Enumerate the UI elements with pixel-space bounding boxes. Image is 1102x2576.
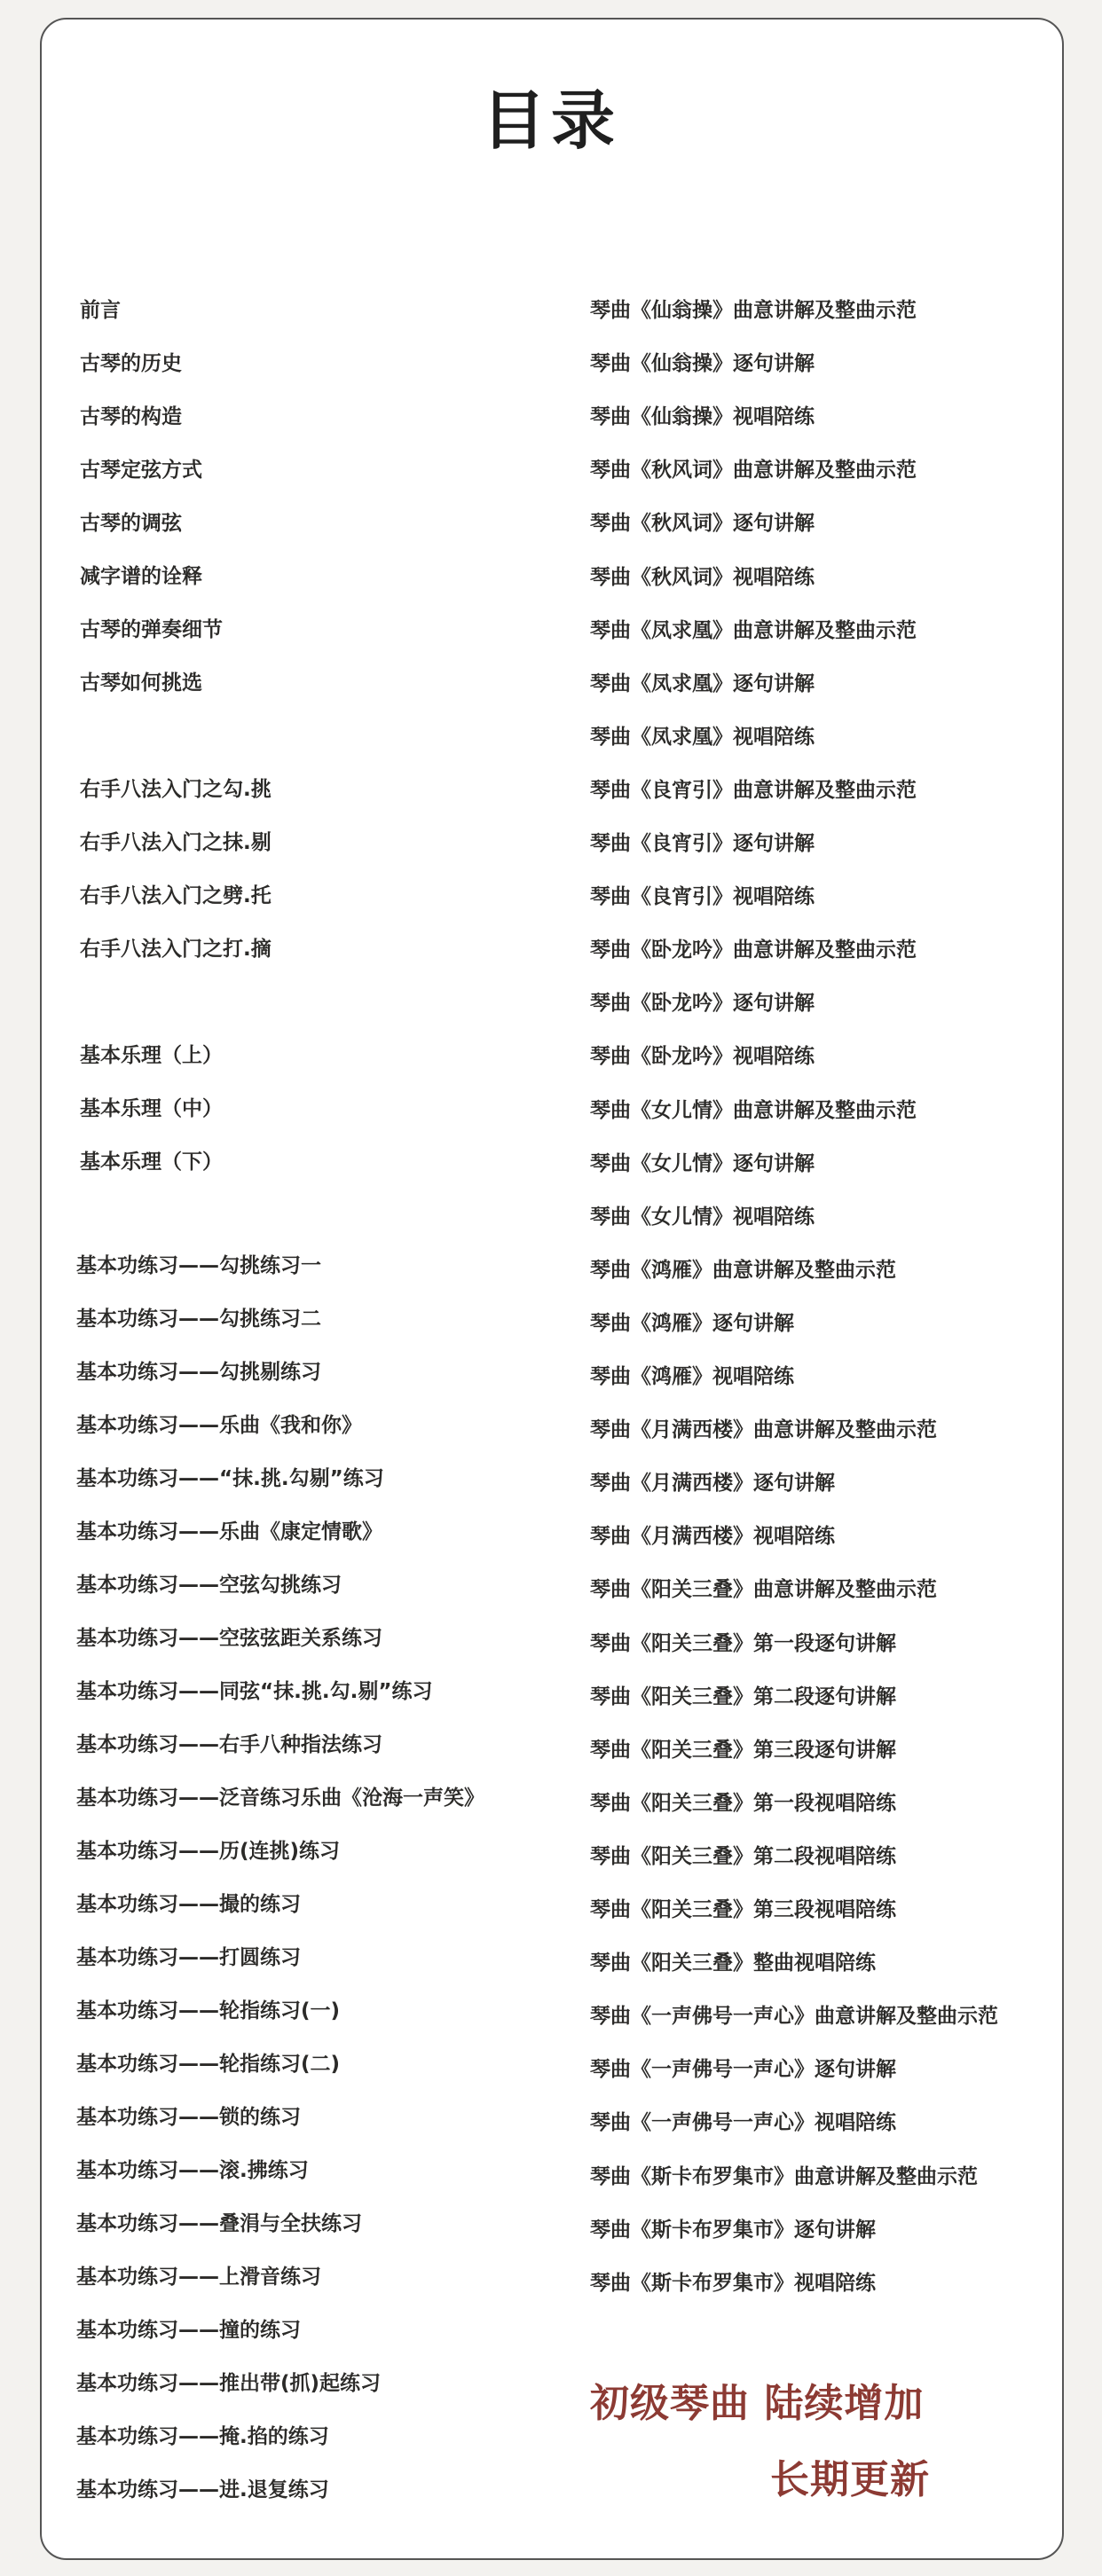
toc-left-item: 基本功练习——撮的练习 [76,1893,301,1916]
toc-left-item: 古琴定弦方式 [80,459,202,482]
toc-left-item: 古琴的调弦 [80,512,182,535]
toc-left-item: 基本功练习——轮指练习(一) [76,1999,341,2022]
toc-right-item: 琴曲《仙翁操》视唱陪练 [590,405,815,429]
toc-left-item: 古琴如何挑选 [80,671,202,695]
toc-left-item: 古琴的历史 [80,352,182,375]
toc-left-item: 基本功练习——叠涓与全扶练习 [76,2212,362,2235]
toc-left-item: 基本功练习——泛音练习乐曲《沧海一声笑》 [76,1787,484,1810]
toc-left-item: 右手八法入门之打.摘 [80,938,272,961]
toc-left-item: 基本功练习——右手八种指法练习 [76,1733,382,1756]
toc-right-item: 琴曲《女儿情》曲意讲解及整曲示范 [590,1098,917,1122]
toc-right-item: 琴曲《凤求凰》曲意讲解及整曲示范 [590,618,917,642]
toc-right-item: 琴曲《月满西楼》曲意讲解及整曲示范 [590,1418,937,1442]
toc-left-item: 基本乐理（下） [80,1151,223,1174]
toc-left-item: 古琴的弹奏细节 [80,618,223,641]
toc-right-item: 琴曲《凤求凰》视唱陪练 [590,725,815,749]
promo-line-2: 长期更新 [770,2457,930,2502]
toc-right-item: 琴曲《鸿雁》视唱陪练 [590,1365,794,1388]
toc-left-item: 基本功练习——“抹.挑.勾剔”练习 [76,1467,384,1490]
toc-right-item: 琴曲《鸿雁》曲意讲解及整曲示范 [590,1258,896,1282]
toc-right-item: 琴曲《一声佛号一声心》逐句讲解 [590,2058,896,2082]
toc-right-item: 琴曲《一声佛号一声心》视唱陪练 [590,2111,896,2135]
toc-right-item: 琴曲《阳关三叠》第一段视唱陪练 [590,1791,896,1815]
toc-left-item: 基本功练习——轮指练习(二) [76,2053,341,2076]
toc-right-item: 琴曲《阳关三叠》第三段视唱陪练 [590,1898,896,1921]
toc-left-item: 基本功练习——掩.掐的练习 [76,2425,329,2448]
toc-right-item: 琴曲《女儿情》视唱陪练 [590,1205,815,1229]
page-title: 目录 [481,82,620,158]
toc-right-item: 琴曲《阳关三叠》第三段逐句讲解 [590,1738,896,1762]
toc-right-item: 琴曲《秋风词》逐句讲解 [590,512,815,536]
toc-left-item: 右手八法入门之劈.托 [80,884,272,907]
toc-right-item: 琴曲《仙翁操》逐句讲解 [590,352,815,376]
toc-left-item: 基本功练习——乐曲《我和你》 [76,1414,362,1437]
toc-right-item: 琴曲《仙翁操》曲意讲解及整曲示范 [590,299,917,322]
toc-right-item: 琴曲《阳关三叠》曲意讲解及整曲示范 [590,1578,937,1602]
toc-left-item: 右手八法入门之勾.挑 [80,778,272,801]
toc-right-item: 琴曲《一声佛号一声心》曲意讲解及整曲示范 [590,2005,998,2029]
toc-left-item: 基本功练习——打圆练习 [76,1946,301,1969]
toc-right-item: 琴曲《阳关三叠》第二段逐句讲解 [590,1685,896,1708]
toc-left-item: 基本功练习——空弦弦距关系练习 [76,1627,382,1650]
toc-left-item: 减字谱的诠释 [80,565,202,588]
toc-left-item: 右手八法入门之抹.剔 [80,831,272,854]
toc-right-item: 琴曲《卧龙吟》逐句讲解 [590,992,815,1016]
toc-left-item: 基本功练习——勾挑剔练习 [76,1361,321,1384]
toc-left-item: 基本功练习——进.退复练习 [76,2478,329,2501]
toc-left-item: 前言 [80,299,121,322]
toc-left-item: 基本功练习——历(连挑)练习 [76,1840,341,1863]
toc-right-item: 琴曲《良宵引》视唱陪练 [590,885,815,909]
toc-right-item: 琴曲《月满西楼》视唱陪练 [590,1525,835,1549]
toc-right-item: 琴曲《凤求凰》逐句讲解 [590,671,815,695]
toc-right-item: 琴曲《良宵引》曲意讲解及整曲示范 [590,778,917,802]
toc-right-item: 琴曲《阳关三叠》第二段视唱陪练 [590,1844,896,1868]
toc-right-item: 琴曲《良宵引》逐句讲解 [590,832,815,855]
toc-left-item: 基本功练习——同弦“抹.挑.勾.剔”练习 [76,1680,433,1703]
toc-right-item: 琴曲《秋风词》曲意讲解及整曲示范 [590,459,917,483]
toc-left-item: 基本功练习——勾挑练习二 [76,1308,321,1331]
toc-left-item: 古琴的构造 [80,405,182,428]
toc-right-item: 琴曲《卧龙吟》曲意讲解及整曲示范 [590,939,917,962]
toc-left-item: 基本功练习——推出带(抓)起练习 [76,2372,382,2395]
toc-left-item: 基本功练习——乐曲《康定情歌》 [76,1520,382,1543]
toc-right-item: 琴曲《卧龙吟》视唱陪练 [590,1045,815,1069]
toc-right-item: 琴曲《斯卡布罗集市》逐句讲解 [590,2218,876,2242]
toc-left-item: 基本功练习——滚.拂练习 [76,2159,309,2182]
toc-right-item: 琴曲《阳关三叠》整曲视唱陪练 [590,1952,876,1975]
toc-left-item: 基本乐理（上） [80,1044,223,1067]
toc-left-item: 基本功练习——空弦勾挑练习 [76,1574,342,1597]
toc-left-item: 基本功练习——撞的练习 [76,2319,301,2342]
toc-left-item: 基本功练习——勾挑练习一 [76,1254,321,1277]
toc-right-item: 琴曲《斯卡布罗集市》曲意讲解及整曲示范 [590,2164,978,2188]
toc-right-item: 琴曲《阳关三叠》第一段逐句讲解 [590,1631,896,1655]
toc-right-item: 琴曲《斯卡布罗集市》视唱陪练 [590,2271,876,2295]
toc-right-item: 琴曲《鸿雁》逐句讲解 [590,1311,794,1335]
toc-right-item: 琴曲《女儿情》逐句讲解 [590,1151,815,1175]
toc-left-item: 基本功练习——锁的练习 [76,2106,301,2129]
toc-right-item: 琴曲《月满西楼》逐句讲解 [590,1472,835,1496]
toc-left-item: 基本乐理（中） [80,1097,223,1120]
toc-left-item: 基本功练习——上滑音练习 [76,2266,321,2289]
promo-line-1: 初级琴曲 陆续增加 [590,2381,925,2426]
toc-right-item: 琴曲《秋风词》视唱陪练 [590,565,815,589]
